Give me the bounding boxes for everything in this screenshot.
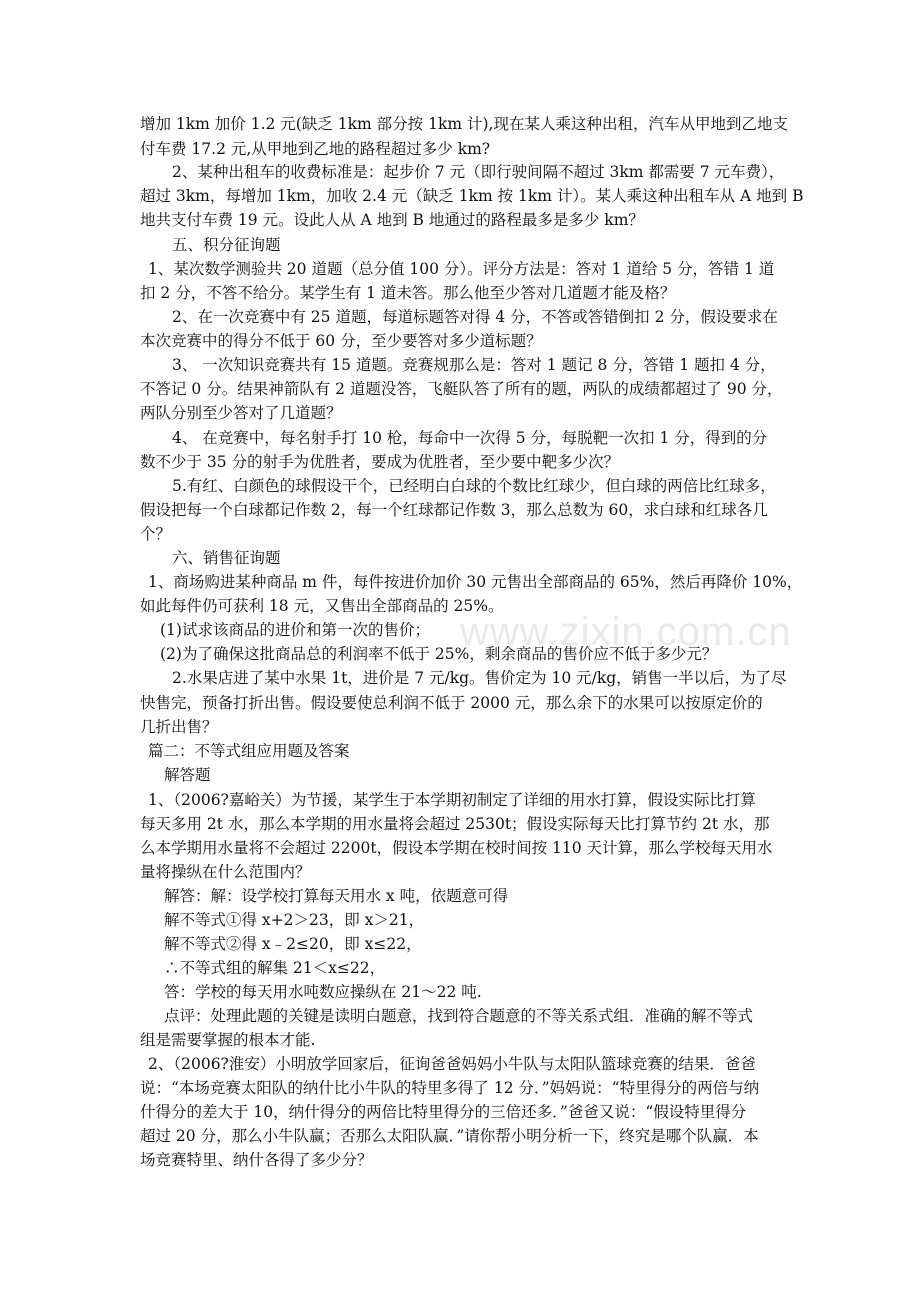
text-line: 如此每件仍可获利 18 元，又售出全部商品的 25%。 — [140, 597, 504, 615]
text-line: 2、在一次竞赛中有 25 道题，每道标题答对得 4 分，不答或答错倒扣 2 分，假设要求在 — [172, 308, 778, 326]
text-line: 2、某种出租车的收费标准是：起步价 7 元（即行驶间隔不超过 3km 都需要 7 元车费）， — [172, 163, 785, 181]
text-line: (1)试求该商品的进价和第一次的售价； — [160, 621, 430, 639]
text-line: 2.水果店进了某中水果 1t，进价是 7 元/kg。售价定为 10 元/kg，销售一半以后，为了尽 — [172, 669, 787, 687]
text-line: (2)为了确保这批商品总的利润率不低于 25%，剩余商品的售价应不低于多少元？ — [160, 645, 718, 663]
text-line: 假设把每一个白球都记作数 2，每一个红球都记作数 3，那么总数为 60，求白球和红球各几 — [140, 501, 768, 519]
text-line: 扣 2 分，不答不给分。某学生有 1 道未答。那么他至少答对几道题才能及格？ — [140, 284, 676, 302]
text-line: 付车费 17.2 元,从甲地到乙地的路程超过多少 km? — [140, 140, 491, 158]
text-line: 超过 20 分，那么小牛队赢；否那么太阳队赢．”请你帮小明分析一下，终究是哪个队赢．本 — [140, 1127, 759, 1145]
text-line: 地共支付车费 19 元。设此人从 A 地到 B 地通过的路程最多是多少 km？ — [140, 211, 644, 229]
text-line: 数不少于 35 分的射手为优胜者，要成为优胜者，至少要中靶多少次？ — [140, 453, 620, 471]
watermark: www.zixin.com.cn — [460, 610, 792, 654]
text-line: 5.有红、白颜色的球假设干个，已经明白白球的个数比红球少，但白球的两倍比红球多， — [172, 477, 776, 495]
text-line: 2、（2006?淮安）小明放学回家后，征询爸爸妈妈小牛队与太阳队篮球竞赛的结果．爸爸 — [148, 1055, 756, 1073]
text-line: 不答记 0 分。结果神箭队有 2 道题没答，飞艇队答了所有的题，两队的成绩都超过了 90 分， — [140, 380, 783, 398]
section-heading: 六、销售征询题 — [172, 549, 281, 567]
text-line: 几折出售？ — [140, 718, 218, 736]
text-line: 组是需要掌握的根本才能. — [140, 1031, 316, 1049]
text-line: 快售完，预备打折出售。假设要使总利润不低于 2000 元，那么余下的水果可以按原定价的 — [140, 694, 763, 712]
text-line: 4、 在竞赛中，每名射手打 10 枪，每命中一次得 5 分，每脱靶一次扣 1 分，得到的分 — [172, 429, 768, 447]
text-line: 本次竞赛中的得分不低于 60 分，至少要答对多少道标题？ — [140, 332, 542, 350]
text-line: ∴不等式组的解集 21＜x≤22， — [164, 959, 386, 977]
text-line: 每天多用 2t 水，那么本学期的用水量将会超过 2530t；假设实际每天比打算节约 2t 水，那 — [140, 815, 770, 833]
text-line: 答：学校的每天用水吨数应操纵在 21～22 吨. — [164, 983, 482, 1001]
text-line: 1、（2006?嘉峪关）为节援，某学生于本学期初制定了详细的用水打算，假设实际比打算 — [148, 791, 756, 809]
text-line: 1、商场购进某种商品 m 件，每件按进价加价 30 元售出全部商品的 65%，然后再降价 10%， — [148, 573, 803, 591]
text-line: 解不等式②得 x﹣2≤20，即 x≤22， — [164, 935, 422, 953]
text-line: 场竞赛特里、纳什各得了多少分？ — [140, 1151, 373, 1169]
text-line: 说：“本场竞赛太阳队的纳什比小牛队的特里多得了 12 分．”妈妈说：“特里得分的两倍与纳 — [140, 1079, 760, 1097]
text-line: 解答：解：设学校打算每天用水 x 吨，依题意可得 — [164, 887, 509, 905]
text-line: 点评：处理此题的关键是读明白题意，找到符合题意的不等关系式组．准确的解不等式 — [164, 1007, 754, 1025]
text-line: 超过 3km，每增加 1km，加收 2.4 元（缺乏 1km 按 1km 计）。某人乘这种出租车从 A 地到 B — [140, 187, 804, 205]
text-line: 解不等式①得 x+2＞23，即 x＞21， — [164, 911, 425, 929]
text-line: 么本学期用水量将不会超过 2200t，假设本学期在校时间按 110 天计算，那么学校每天用水 — [140, 839, 773, 857]
text-line: 两队分别至少答对了几道题？ — [140, 404, 342, 422]
text-line: 增加 1km 加价 1.2 元(缺乏 1km 部分按 1km 计),现在某人乘这种出租，汽车从甲地到乙地支 — [140, 115, 788, 133]
text-line: 3、 一次知识竞赛共有 15 道题。竞赛规那么是：答对 1 题记 8 分，答错 1 题扣 4 分， — [172, 356, 776, 374]
section-heading: 篇二：不等式组应用题及答案 — [148, 742, 350, 760]
text-line: 什得分的差大于 10，纳什得分的两倍比特里得分的三倍还多．”爸爸又说：“假设特里得分 — [140, 1103, 747, 1121]
text-line: 量将操纵在什么范围内？ — [140, 863, 311, 881]
text-line: 个？ — [140, 525, 172, 543]
section-heading: 五、积分征询题 — [172, 236, 281, 254]
text-line: 1、某次数学测验共 20 道题（总分值 100 分）。评分方法是：答对 1 道给 5 分，答错 1 道 — [148, 260, 775, 278]
section-heading: 解答题 — [164, 766, 211, 784]
